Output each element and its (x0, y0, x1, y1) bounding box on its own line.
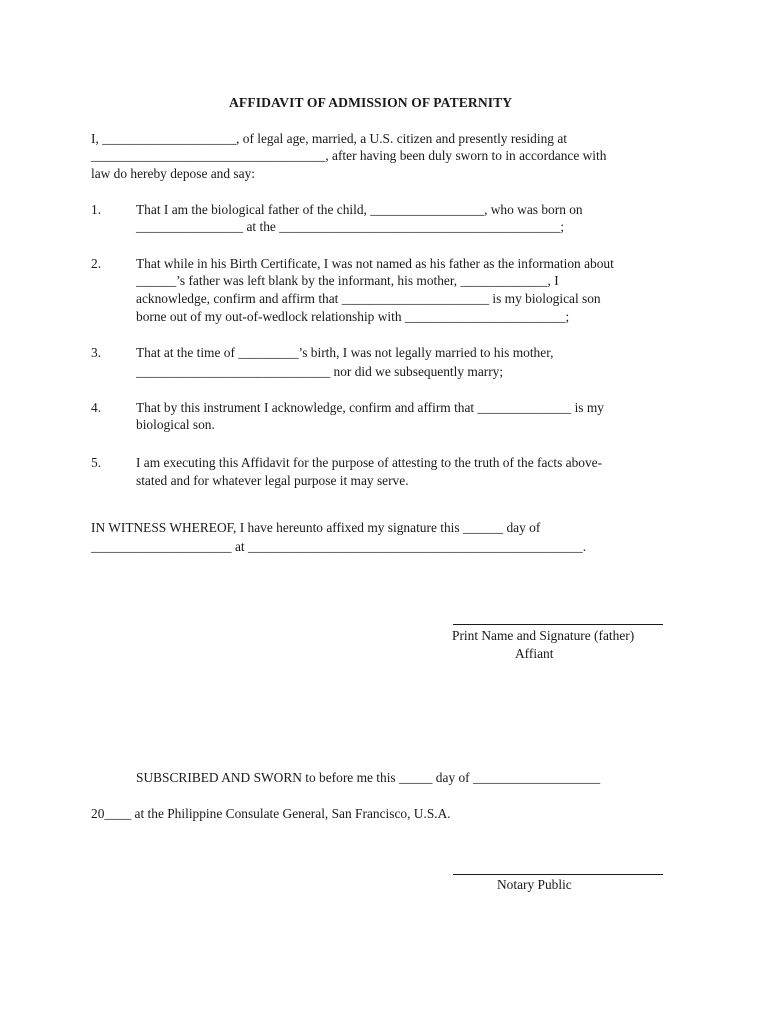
affiant-print-name-label: Print Name and Signature (father) (452, 628, 635, 643)
item-4-line-1: That by this instrument I acknowledge, confirm and affirm that ______________ is my (136, 400, 604, 415)
item-number-1: 1. (91, 202, 102, 217)
intro-line-3: law do hereby depose and say: (91, 166, 255, 181)
item-1-line-2: ________________ at the __________________________________________; (136, 219, 565, 234)
item-number-3: 3. (91, 345, 102, 360)
notary-public-label: Notary Public (497, 877, 572, 892)
item-2-line-3: acknowledge, confirm and affirm that ______________________ is my biological son (136, 291, 601, 306)
item-number-2: 2. (91, 256, 102, 271)
item-2-line-2: ______’s father was left blank by the informant, his mother, _____________, I (136, 273, 559, 288)
intro-line-2: ___________________________________, after having been duly sworn to in accordance with (91, 148, 607, 163)
affiant-signature-line (453, 624, 663, 625)
item-2-line-4: borne out of my out-of-wedlock relationship with ________________________; (136, 309, 570, 324)
item-number-4: 4. (91, 400, 102, 415)
witness-line-2: _____________________ at __________________________________________________. (91, 539, 587, 554)
intro-line-1: I, ____________________, of legal age, married, a U.S. citizen and presently residing at (91, 131, 567, 146)
item-3-line-2: _____________________________ nor did we subsequently marry; (136, 364, 504, 379)
notary-signature-line (453, 874, 663, 875)
item-5-line-1: I am executing this Affidavit for the purpose of attesting to the truth of the facts above- (136, 455, 603, 470)
witness-line-1: IN WITNESS WHEREOF, I have hereunto affixed my signature this ______ day of (91, 520, 541, 535)
item-3-line-1: That at the time of _________’s birth, I was not legally married to his mother, (136, 345, 554, 360)
affiant-label: Affiant (515, 646, 554, 661)
item-number-5: 5. (91, 455, 102, 470)
item-4-line-2: biological son. (136, 417, 215, 432)
item-2-line-1: That while in his Birth Certificate, I was not named as his father as the information about (136, 256, 614, 271)
subscribed-line-1: SUBSCRIBED AND SWORN to before me this _____ day of ___________________ (136, 770, 601, 785)
document-title: AFFIDAVIT OF ADMISSION OF PATERNITY (229, 95, 513, 110)
item-5-line-2: stated and for whatever legal purpose it may serve. (136, 473, 409, 488)
subscribed-line-2: 20____ at the Philippine Consulate General, San Francisco, U.S.A. (91, 806, 451, 821)
item-1-line-1: That I am the biological father of the child, _________________, who was born on (136, 202, 583, 217)
